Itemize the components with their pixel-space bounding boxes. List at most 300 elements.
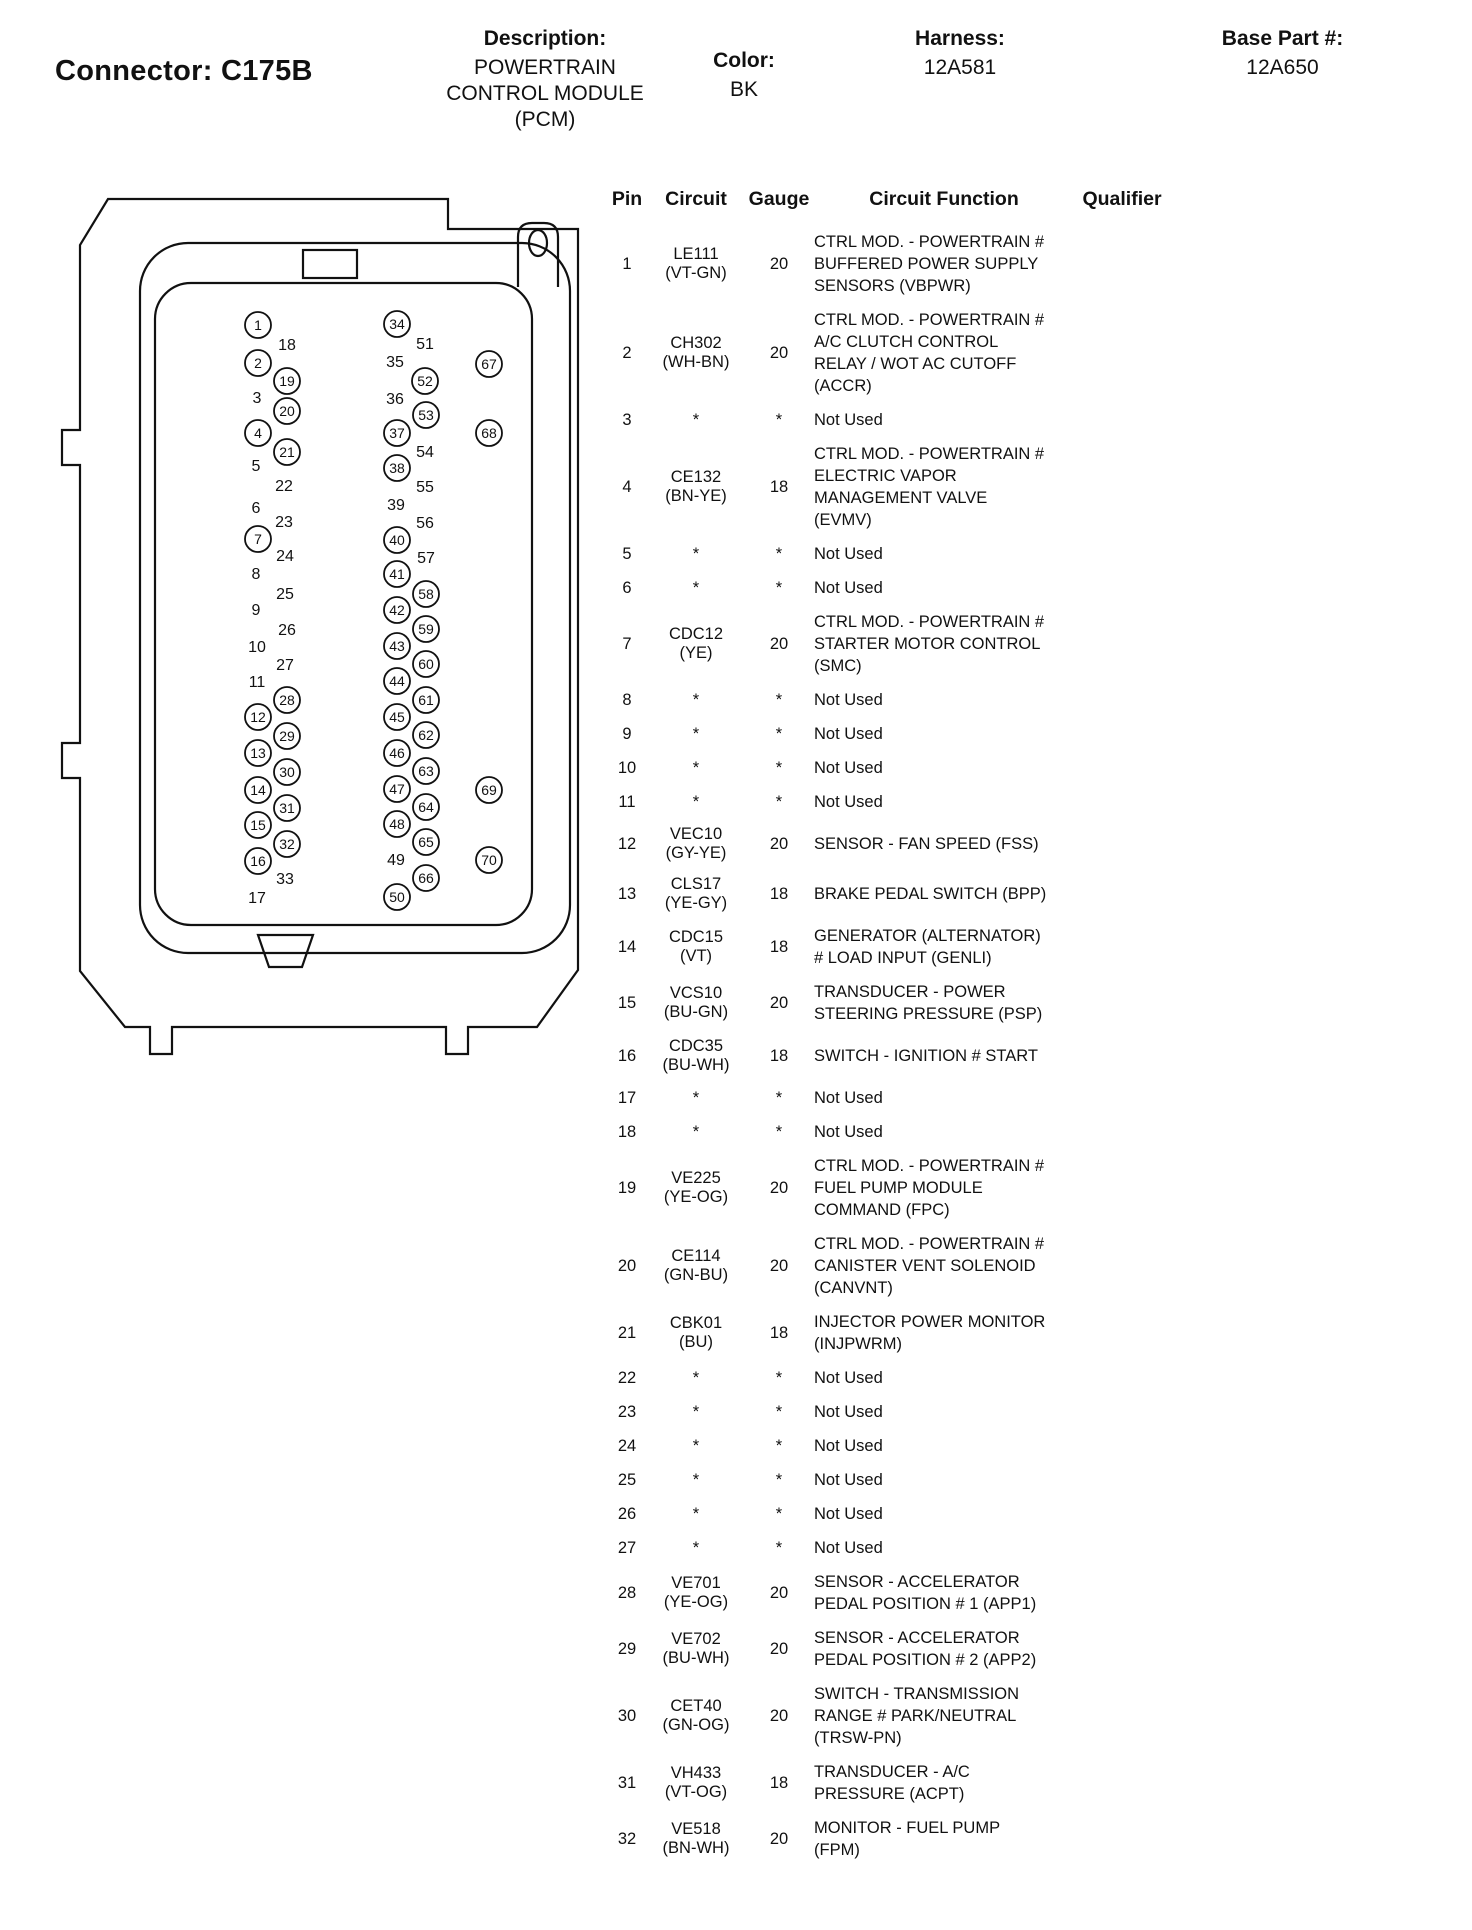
table-row [606, 1149, 1172, 1227]
circuit-function [814, 1311, 1074, 1355]
circuit-function-line: SWITCH - IGNITION # START [814, 1047, 1038, 1065]
circuit-code: * [692, 724, 700, 743]
circuit-function [814, 883, 1074, 905]
circuit-code: * [692, 690, 700, 709]
circuit-function-line: # LOAD INPUT (GENLI) [814, 949, 992, 967]
circuit-function [814, 1233, 1074, 1299]
pin-label-62: 62 [418, 727, 434, 743]
gauge-value: 20 [769, 994, 789, 1012]
gauge-value: * [775, 725, 783, 743]
pin-label-68: 68 [481, 425, 497, 441]
circuit-function-line: Not Used [814, 759, 883, 777]
col-header-circuit: Circuit [665, 188, 727, 210]
col-header-qualifier: Qualifier [1082, 188, 1162, 210]
pinout-table [606, 186, 1172, 1867]
connector-diagram [50, 185, 610, 1065]
circuit-function-line: FUEL PUMP MODULE [814, 1179, 983, 1197]
circuit-cell [648, 928, 744, 966]
table-row [606, 1531, 1172, 1565]
table-row [606, 869, 1172, 919]
circuit-color: (VT) [679, 947, 713, 965]
pin-number: 4 [622, 478, 632, 496]
pin-number: 7 [622, 635, 632, 653]
circuit-function-line: Not Used [814, 1539, 883, 1557]
pin-label-17: 17 [248, 890, 266, 907]
circuit-code: CDC12 [668, 625, 724, 643]
table-row [606, 717, 1172, 751]
circuit-function [814, 689, 1074, 711]
circuit-color: (WH-BN) [662, 353, 730, 371]
description-line-2: CONTROL MODULE [446, 82, 644, 105]
circuit-code: VCS10 [669, 984, 723, 1002]
circuit-function-line: BUFFERED POWER SUPPLY [814, 255, 1039, 273]
gauge-value: 20 [769, 835, 789, 853]
circuit-function-line: RANGE # PARK/NEUTRAL [814, 1707, 1017, 1725]
pin-number: 6 [622, 579, 632, 597]
circuit-cell [648, 468, 744, 506]
pin-number: 23 [617, 1403, 637, 1421]
pin-number: 28 [617, 1584, 637, 1602]
circuit-function-line: Not Used [814, 1369, 883, 1387]
table-row [606, 1395, 1172, 1429]
circuit-code: * [692, 1538, 700, 1557]
circuit-color: (YE-GY) [664, 894, 728, 912]
circuit-cell [648, 1697, 744, 1735]
circuit-cell [648, 1437, 744, 1456]
gauge-value: * [775, 1123, 783, 1141]
circuit-cell [648, 411, 744, 430]
circuit-code: * [692, 1088, 700, 1107]
pin-number: 29 [617, 1640, 637, 1658]
circuit-function [814, 1537, 1074, 1559]
top-key-slot [303, 250, 357, 278]
color-label: Color: [713, 49, 775, 72]
circuit-color: (BU) [679, 1333, 713, 1351]
pin-label-50: 50 [389, 889, 405, 905]
circuit-cell [648, 825, 744, 863]
pin-label-2: 2 [254, 355, 262, 371]
pin-number: 32 [617, 1830, 637, 1848]
circuit-function-line: Not Used [814, 725, 883, 743]
circuit-color: (BU-WH) [662, 1649, 730, 1667]
circuit-cell [648, 1764, 744, 1802]
pin-number: 17 [617, 1089, 637, 1107]
circuit-function [814, 1469, 1074, 1491]
pin-number: 5 [622, 545, 632, 563]
table-row [606, 1677, 1172, 1755]
pin-label-26: 26 [278, 622, 296, 639]
circuit-function-line: SENSOR - FAN SPEED (FSS) [814, 835, 1039, 853]
circuit-function-line: CTRL MOD. - POWERTRAIN # [814, 311, 1045, 329]
gauge-value: 20 [769, 344, 789, 362]
pin-label-4: 4 [254, 425, 262, 441]
pin-label-57: 57 [417, 550, 435, 567]
color-field [694, 48, 794, 103]
circuit-function-line: SENSOR - ACCELERATOR [814, 1573, 1020, 1591]
table-row [606, 1463, 1172, 1497]
table-row [606, 1361, 1172, 1395]
circuit-function [814, 1087, 1074, 1109]
circuit-function-line: Not Used [814, 1505, 883, 1523]
connector-id-title: Connector: C175B [55, 55, 313, 87]
circuit-function-line: SENSOR - ACCELERATOR [814, 1629, 1020, 1647]
gauge-value: * [775, 545, 783, 563]
pin-label-19: 19 [279, 373, 295, 389]
circuit-cell [648, 984, 744, 1022]
color-value: BK [729, 78, 758, 101]
table-row [606, 919, 1172, 975]
description-line-1: POWERTRAIN [474, 56, 616, 79]
table-row [606, 1755, 1172, 1811]
pin-number: 31 [617, 1774, 637, 1792]
pin-number: 9 [622, 725, 632, 743]
circuit-function-line: (TRSW-PN) [814, 1729, 902, 1747]
circuit-code: CBK01 [669, 1314, 723, 1332]
circuit-function-line: MONITOR - FUEL PUMP [814, 1819, 1001, 1837]
pin-label-14: 14 [250, 782, 266, 798]
pin-label-38: 38 [389, 460, 405, 476]
circuit-function-line: (SMC) [814, 657, 862, 675]
circuit-function [814, 791, 1074, 813]
pin-label-3: 3 [252, 390, 262, 407]
circuit-function-line: INJECTOR POWER MONITOR [814, 1313, 1046, 1331]
harness-label: Harness: [915, 27, 1005, 50]
gauge-value: * [775, 793, 783, 811]
pin-label-16: 16 [250, 853, 266, 869]
circuit-color: (VT-OG) [664, 1783, 728, 1801]
circuit-color: (BU-WH) [662, 1056, 730, 1074]
pin-number: 12 [617, 835, 637, 853]
circuit-color: (BN-WH) [662, 1839, 730, 1857]
circuit-function [814, 1367, 1074, 1389]
circuit-code: * [692, 1122, 700, 1141]
table-row [606, 225, 1172, 303]
pin-label-20: 20 [279, 403, 295, 419]
circuit-color: (BN-YE) [665, 487, 727, 505]
circuit-code: VEC10 [669, 825, 723, 843]
table-row [606, 819, 1172, 869]
circuit-function-line: (FPM) [814, 1841, 860, 1859]
pin-label-66: 66 [418, 870, 434, 886]
circuit-function [814, 443, 1074, 531]
base-part-field [1180, 26, 1385, 81]
circuit-code: VE701 [671, 1574, 721, 1592]
description-line-3: (PCM) [514, 108, 576, 131]
circuit-function-line: Not Used [814, 579, 883, 597]
circuit-cell [648, 625, 744, 663]
pin-number: 10 [617, 759, 637, 777]
circuit-cell [648, 1247, 744, 1285]
description-label: Description: [483, 27, 607, 50]
pin-label-67: 67 [481, 356, 497, 372]
pin-label-49: 49 [387, 852, 405, 869]
circuit-code: CLS17 [670, 875, 722, 893]
pin-label-54: 54 [416, 444, 434, 461]
pin-label-25: 25 [276, 586, 294, 603]
circuit-function-line: PEDAL POSITION # 1 (APP1) [814, 1595, 1037, 1613]
pin-label-64: 64 [418, 799, 434, 815]
circuit-cell [648, 875, 744, 913]
circuit-code: CDC35 [668, 1037, 724, 1055]
pin-label-39: 39 [387, 497, 405, 514]
circuit-code: * [692, 1402, 700, 1421]
circuit-function [814, 1045, 1074, 1067]
circuit-code: VE225 [671, 1169, 721, 1187]
circuit-cell [648, 579, 744, 598]
circuit-color: (VT-GN) [665, 264, 727, 282]
pin-number: 1 [622, 255, 632, 273]
table-row [606, 1811, 1172, 1867]
circuit-code: VH433 [670, 1764, 722, 1782]
pin-number: 22 [617, 1369, 637, 1387]
table-row [606, 605, 1172, 683]
table-row [606, 1305, 1172, 1361]
circuit-cell [648, 691, 744, 710]
table-row [606, 571, 1172, 605]
pin-number: 26 [617, 1505, 637, 1523]
circuit-code: VE518 [671, 1820, 721, 1838]
gauge-value: * [775, 579, 783, 597]
circuit-cell [648, 1314, 744, 1352]
pin-number: 24 [617, 1437, 637, 1455]
circuit-cell [648, 1403, 744, 1422]
col-header-pin: Pin [611, 188, 643, 210]
circuit-function [814, 611, 1074, 677]
circuit-function [814, 543, 1074, 565]
col-header-circuit-function: Circuit Function [869, 188, 1019, 210]
circuit-function-line: CTRL MOD. - POWERTRAIN # [814, 1235, 1045, 1253]
circuit-function-line: (CANVNT) [814, 1279, 893, 1297]
pin-label-28: 28 [279, 692, 295, 708]
circuit-code: * [692, 1436, 700, 1455]
pin-label-31: 31 [279, 800, 295, 816]
connector-face-outer [140, 243, 570, 953]
gauge-value: 20 [769, 1640, 789, 1658]
circuit-cell [648, 334, 744, 372]
circuit-cell [648, 1820, 744, 1858]
circuit-function [814, 1627, 1074, 1671]
pin-label-18: 18 [278, 337, 296, 354]
gauge-value: * [775, 411, 783, 429]
circuit-function [814, 1401, 1074, 1423]
pin-label-21: 21 [279, 444, 295, 460]
circuit-cell [648, 1123, 744, 1142]
circuit-code: CH302 [670, 334, 722, 352]
circuit-function-line: STARTER MOTOR CONTROL [814, 635, 1041, 653]
circuit-code: * [692, 758, 700, 777]
table-row [606, 537, 1172, 571]
circuit-function-line: (ACCR) [814, 377, 872, 395]
circuit-function [814, 409, 1074, 431]
circuit-cell [648, 793, 744, 812]
circuit-function-line: MANAGEMENT VALVE [814, 489, 988, 507]
pin-number: 14 [617, 938, 637, 956]
pin-label-9: 9 [251, 602, 261, 619]
gauge-value: 20 [769, 1707, 789, 1725]
circuit-function [814, 981, 1074, 1025]
pin-label-11: 11 [248, 674, 266, 691]
pin-number: 11 [618, 793, 636, 811]
circuit-function-line: TRANSDUCER - POWER [814, 983, 1006, 1001]
circuit-function-line: RELAY / WOT AC CUTOFF [814, 355, 1017, 373]
circuit-cell [648, 1574, 744, 1612]
circuit-function [814, 1503, 1074, 1525]
circuit-color: (YE) [679, 644, 713, 662]
pin-label-32: 32 [279, 836, 295, 852]
pin-label-8: 8 [251, 566, 261, 583]
pin-label-6: 6 [251, 500, 261, 517]
gauge-value: * [775, 1471, 783, 1489]
circuit-function-line: Not Used [814, 1089, 883, 1107]
table-row [606, 785, 1172, 819]
circuit-function-line: SWITCH - TRANSMISSION [814, 1685, 1020, 1703]
pin-label-36: 36 [386, 391, 404, 408]
circuit-cell [648, 759, 744, 778]
pin-label-41: 41 [389, 566, 405, 582]
gauge-value: 20 [769, 1584, 789, 1602]
table-row [606, 1227, 1172, 1305]
circuit-cell [648, 545, 744, 564]
pin-label-24: 24 [276, 548, 294, 565]
pin-label-12: 12 [250, 709, 266, 725]
harness-field [860, 26, 1060, 81]
circuit-code: * [692, 1504, 700, 1523]
pin-number: 27 [617, 1539, 637, 1557]
pin-label-42: 42 [389, 602, 405, 618]
pin-label-37: 37 [389, 425, 405, 441]
table-row [606, 1031, 1172, 1081]
table-row [606, 975, 1172, 1031]
circuit-function-line: Not Used [814, 1403, 883, 1421]
pin-label-51: 51 [416, 336, 434, 353]
gauge-value: * [775, 691, 783, 709]
circuit-function [814, 1817, 1074, 1861]
pin-number: 8 [622, 691, 632, 709]
pin-label-7: 7 [254, 531, 262, 547]
pin-label-5: 5 [251, 458, 261, 475]
gauge-value: 18 [769, 885, 789, 903]
pinout-table-header [606, 186, 1172, 225]
pin-label-13: 13 [250, 745, 266, 761]
circuit-function-line: PRESSURE (ACPT) [814, 1785, 965, 1803]
circuit-function-line: BRAKE PEDAL SWITCH (BPP) [814, 885, 1047, 903]
circuit-function [814, 1155, 1074, 1221]
pin-label-63: 63 [418, 763, 434, 779]
circuit-function-line: TRANSDUCER - A/C [814, 1763, 970, 1781]
table-row [606, 403, 1172, 437]
circuit-function-line: STEERING PRESSURE (PSP) [814, 1005, 1043, 1023]
pin-label-60: 60 [418, 656, 434, 672]
gauge-value: * [775, 759, 783, 777]
circuit-function-line: Not Used [814, 1123, 883, 1141]
circuit-code: * [692, 578, 700, 597]
circuit-function [814, 309, 1074, 397]
pin-label-58: 58 [418, 586, 434, 602]
circuit-function [814, 1571, 1074, 1615]
gauge-value: 18 [769, 938, 789, 956]
circuit-function-line: CTRL MOD. - POWERTRAIN # [814, 445, 1045, 463]
circuit-color: (GN-BU) [663, 1266, 729, 1284]
circuit-function [814, 1761, 1074, 1805]
circuit-code: * [692, 410, 700, 429]
circuit-function [814, 1683, 1074, 1749]
pin-label-48: 48 [389, 816, 405, 832]
circuit-function [814, 925, 1074, 969]
circuit-cell [648, 1539, 744, 1558]
pin-label-23: 23 [275, 514, 293, 531]
pin-label-44: 44 [389, 673, 405, 689]
circuit-cell [648, 1169, 744, 1207]
circuit-cell [648, 725, 744, 744]
pin-label-10: 10 [248, 639, 266, 656]
pin-label-70: 70 [481, 852, 497, 868]
circuit-function-line: SENSORS (VBPWR) [814, 277, 971, 295]
description-field [380, 26, 710, 133]
table-row [606, 1621, 1172, 1677]
harness-value: 12A581 [923, 56, 997, 79]
circuit-function-line: Not Used [814, 691, 883, 709]
table-row [606, 751, 1172, 785]
pin-label-46: 46 [389, 745, 405, 761]
circuit-function-line: (EVMV) [814, 511, 872, 529]
circuit-function-line: CTRL MOD. - POWERTRAIN # [814, 233, 1045, 251]
circuit-function [814, 723, 1074, 745]
pin-number: 16 [617, 1047, 637, 1065]
circuit-cell [648, 1630, 744, 1668]
pin-label-69: 69 [481, 782, 497, 798]
circuit-code: * [692, 1470, 700, 1489]
circuit-function-line: PEDAL POSITION # 2 (APP2) [814, 1651, 1037, 1669]
circuit-function-line: COMMAND (FPC) [814, 1201, 950, 1219]
circuit-cell [648, 1505, 744, 1524]
table-row [606, 1497, 1172, 1531]
gauge-value: * [775, 1437, 783, 1455]
pin-label-56: 56 [416, 515, 434, 532]
pin-label-30: 30 [279, 764, 295, 780]
pin-field [245, 311, 502, 910]
pin-number: 15 [617, 994, 637, 1012]
pin-label-33: 33 [276, 871, 294, 888]
pinout-table-body [606, 225, 1172, 1867]
pin-number: 13 [617, 885, 637, 903]
circuit-code: VE702 [671, 1630, 721, 1648]
circuit-function [814, 833, 1074, 855]
circuit-function [814, 231, 1074, 297]
table-row [606, 1429, 1172, 1463]
circuit-color: (YE-OG) [663, 1188, 729, 1206]
circuit-code: * [692, 544, 700, 563]
gauge-value: 20 [769, 1179, 789, 1197]
circuit-cell [648, 245, 744, 283]
pin-label-27: 27 [276, 657, 294, 674]
circuit-code: LE111 [673, 245, 719, 263]
pin-label-15: 15 [250, 817, 266, 833]
circuit-cell [648, 1089, 744, 1108]
circuit-function-line: Not Used [814, 793, 883, 811]
circuit-function [814, 1121, 1074, 1143]
circuit-color: (YE-OG) [663, 1593, 729, 1611]
gauge-value: * [775, 1089, 783, 1107]
circuit-cell [648, 1037, 744, 1075]
pin-label-45: 45 [389, 709, 405, 725]
gauge-value: * [775, 1403, 783, 1421]
circuit-function-line: (INJPWRM) [814, 1335, 902, 1353]
pin-label-1: 1 [254, 317, 262, 333]
circuit-color: (BU-GN) [663, 1003, 729, 1021]
circuit-code: CE132 [670, 468, 722, 486]
gauge-value: 18 [769, 1774, 789, 1792]
circuit-cell [648, 1471, 744, 1490]
